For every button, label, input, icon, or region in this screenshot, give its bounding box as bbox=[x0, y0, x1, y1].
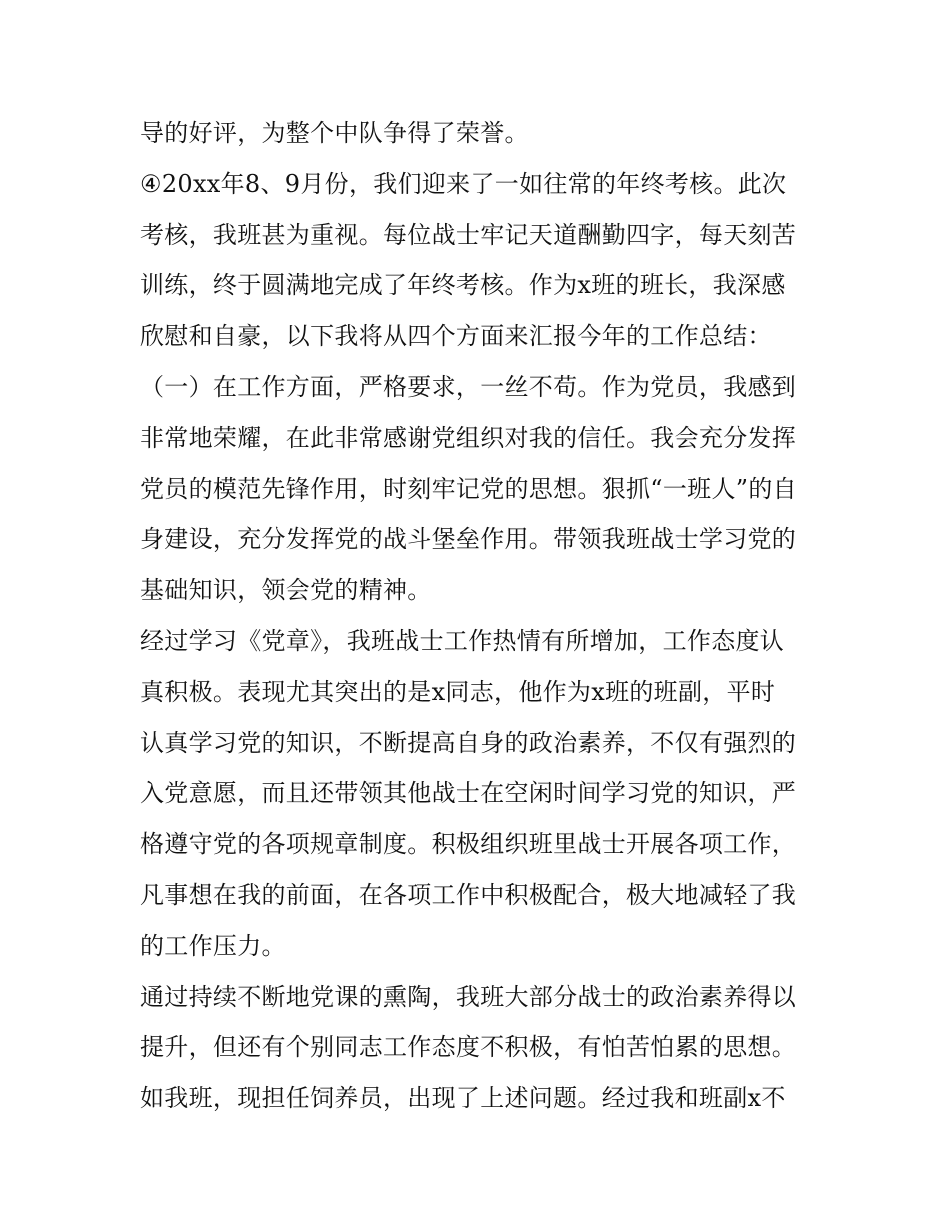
text-line: 经过学习《党章》，我班战士工作热情有所增加，工作态度认 bbox=[140, 626, 785, 655]
text-line: 凡事想在我的前面，在各项工作中积极配合，极大地减轻了我 bbox=[140, 880, 797, 909]
text-line: 提升，但还有个别同志工作态度不积极，有怕苦怕累的思想。 bbox=[140, 1033, 797, 1062]
text-line: 通过持续不断地党课的熏陶，我班大部分战士的政治素养得以 bbox=[140, 982, 797, 1011]
text-line: 如我班，现担任饲养员，出现了上述问题。经过我和班副x不 bbox=[140, 1084, 786, 1113]
text-line: 考核，我班甚为重视。每位战士牢记天道酬勤四字，每天刻苦 bbox=[140, 220, 797, 249]
text-line: 欣慰和自豪，以下我将从四个方面来汇报今年的工作总结： bbox=[140, 322, 772, 351]
text-line: 认真学习党的知识，不断提高自身的政治素养，不仅有强烈的 bbox=[140, 728, 797, 757]
text-line: 导的好评，为整个中队争得了荣誉。 bbox=[140, 119, 529, 147]
document-body bbox=[140, 108, 820, 1124]
text-line: 训练，终于圆满地完成了年终考核。作为x班的班长，我深感 bbox=[140, 271, 786, 300]
text-line: 身建设，充分发挥党的战斗堡垒作用。带领我班战士学习党的 bbox=[140, 525, 797, 554]
text-line: （一）在工作方面，严格要求，一丝不苟。作为党员，我感到 bbox=[140, 372, 797, 401]
text-line: 基础知识，领会党的精神。 bbox=[140, 576, 432, 605]
text-line: 真积极。表现尤其突出的是x同志，他作为x班的班副，平时 bbox=[140, 677, 776, 706]
text-line: ④20xx年8、9月份，我们迎来了一如往常的年终考核。此次 bbox=[140, 169, 787, 198]
text-line: 非常地荣耀，在此非常感谢党组织对我的信任。我会充分发挥 bbox=[140, 423, 797, 452]
text-line: 格遵守党的各项规章制度。积极组织班里战士开展各项工作， bbox=[140, 830, 797, 859]
text-line: 党员的模范先锋作用，时刻牢记党的思想。狠抓“一班人”的自 bbox=[140, 474, 797, 503]
text-line: 的工作压力。 bbox=[140, 931, 286, 960]
text-line: 入党意愿，而且还带领其他战士在空闲时间学习党的知识，严 bbox=[140, 779, 797, 808]
